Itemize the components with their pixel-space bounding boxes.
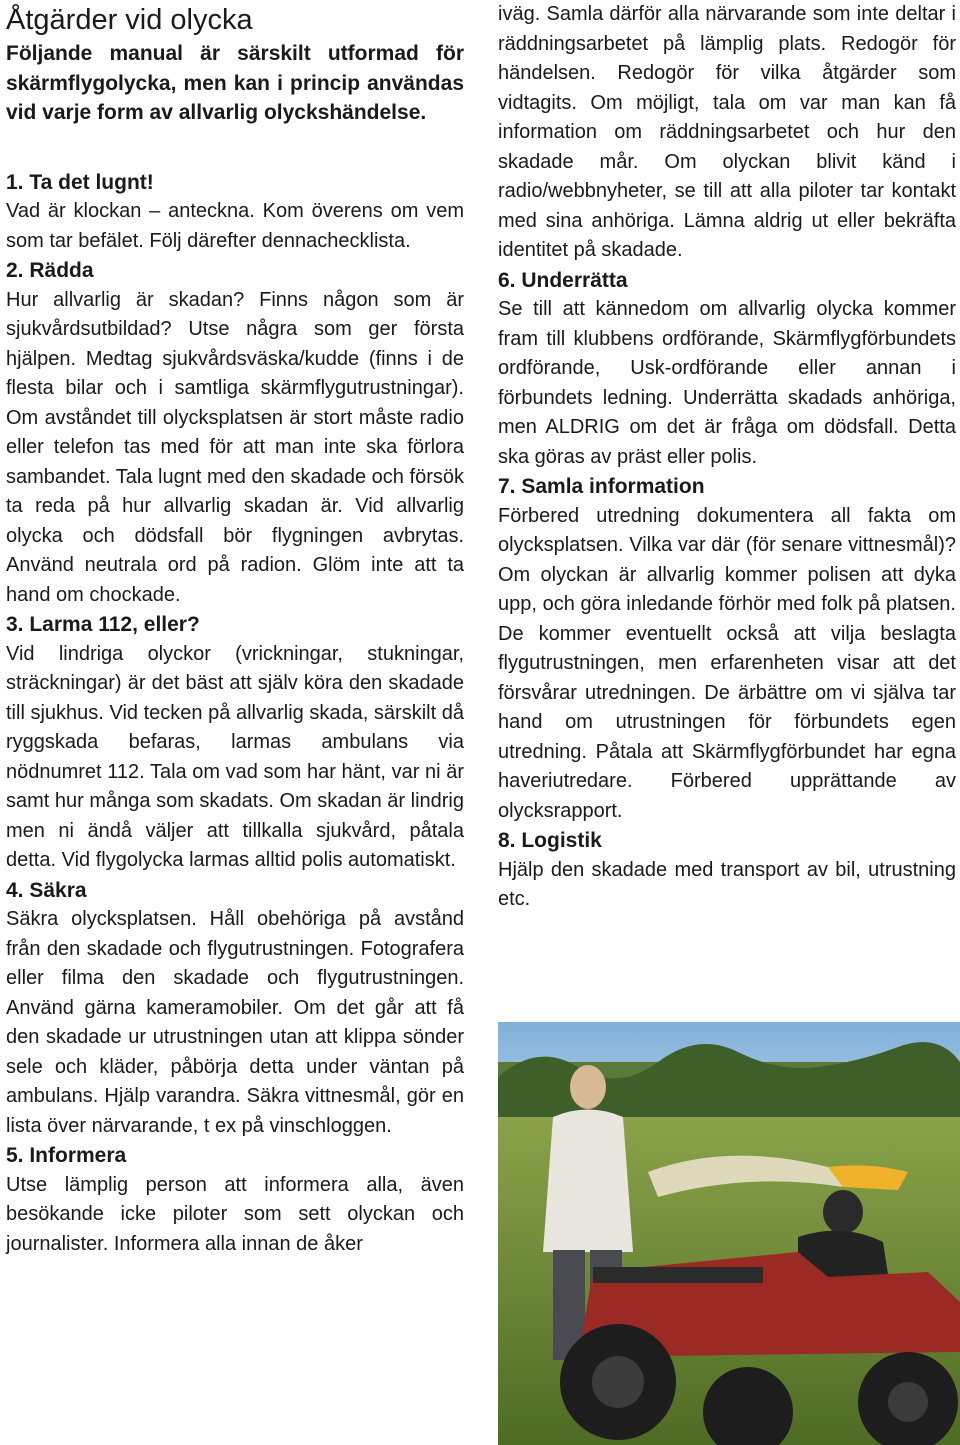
section-text: Hur allvarlig är skadan? Finns någon som är sjukvårdsutbildad? Utse några som ger första hjälpen. Medtag sjukvårdsväska/kudde (finns i de flesta bilar och i samtliga skärmflygutrustningar). Om avståndet till olycksplatsen är stort måste radio eller telefon tas med för att man inte ska förlora sambandet. Tala lugnt med den skadade och försök ta reda på hur allvarlig skadan är. Vid allvarlig olycka och dödsfall bör flygningen avbrytas. Använd neutrala ord på radion. Glöm inte att ta hand om chockade. xyxy=(6,288,464,606)
atv-hub xyxy=(592,1356,644,1408)
section-heading: 2. Rädda xyxy=(6,259,94,282)
rider-head xyxy=(823,1190,863,1234)
section-text: Vad är klockan – anteckna. Kom överens om vem som tar befälet. Följ därefter dennachecklista. xyxy=(6,200,464,252)
person-shirt xyxy=(543,1110,633,1253)
section-heading: 8. Logistik xyxy=(498,829,602,852)
right-column xyxy=(498,0,956,915)
page-title: Åtgärder vid olycka xyxy=(6,4,253,36)
left-column xyxy=(6,0,464,1259)
section-text: Förbered utredning dokumentera all fakta om olycksplatsen. Vilka var där (för senare vittnesmål)? Om olyckan är allvarlig kommer polisen att dyka upp, och göra inledande förhör med folk på platsen. De kommer eventuellt också att vilja beslagta flygutrustningen, men erfarenheten visar att det försvårar utredningen. De ärbättre om vi själva tar hand om utrustningen för förbundets egen utredning. Påtala att Skärmflygförbundet har egna haveriutredare. Förbered upprättande av olycksrapport. xyxy=(498,504,956,822)
section-text: Hjälp den skadade med transport av bil, utrustning etc. xyxy=(498,858,956,910)
continued-text: iväg. Samla därför alla närvarande som inte deltar i räddningsarbetet på lämplig plats. Redogör för händelsen. Redogör för vilka åtgärder som vidtagits. Om möjligt, tala om var man kan få information om räddningsarbetet och hur den skadade mår. Om olyckan blivit känd i radio/webbnyheter, se till att alla piloter tar kontakt med sina anhöriga. Lämna aldrig ut eller bekräfta identitet på skadade. xyxy=(498,3,956,261)
section-heading: 6. Underrätta xyxy=(498,268,628,292)
section-text: Utse lämplig person att informera alla, även besökande icke piloter som sett olyckan och journalister. Informera alla innan de åker xyxy=(6,1173,464,1255)
section-heading: 7. Samla information xyxy=(498,475,705,498)
photo-illustration xyxy=(498,1022,960,1445)
person-head xyxy=(570,1065,606,1109)
section-text: Säkra olycksplatsen. Håll obehöriga på avstånd från den skadade och flygutrustningen. Fotografera eller filma den skadade och flygutrustningen. Använd gärna kameramobiler. Om det går att få den skadade ur utrustningen utan att klippa sönder sele och kläder, påbörja detta under väntan på ambulans. Hjälp varandra. Säkra vittnesmål, gör en lista över närvarande, t ex på vinschloggen. xyxy=(6,908,464,1137)
section-heading: 4. Säkra xyxy=(6,878,87,902)
photo-atv-field xyxy=(498,1022,960,1445)
atv-rack xyxy=(593,1267,763,1283)
section-heading: 3. Larma 112, eller? xyxy=(6,613,200,636)
section-heading: 1. Ta det lugnt! xyxy=(6,170,154,194)
section-text: Se till att kännedom om allvarlig olycka kommer fram till klubbens ordförande, Skärmflygförbundets ordförande, Usk-ordförande eller annan i förbundets ledning. Underrätta skadads anhöriga, men ALDRIG om det är fråga om dödsfall. Detta ska göras av präst eller polis. xyxy=(498,298,956,468)
section-text: Vid lindriga olyckor (vrickningar, stukningar, sträckningar) är det bäst att själv köra den skadade till sjukhus. Vid tecken på allvarlig skada, särskilt då ryggskada befaras, larmas ambulans via nödnumret 112. Tala om vad som har hänt, var ni är samt hur många som skadats. Om skadan är lindrig men ni ändå väljer att tillkalla sjukvård, påtala detta. Vid flygolycka larmas alltid polis automatiskt. xyxy=(6,642,464,871)
section-heading: 5. Informera xyxy=(6,1144,127,1167)
intro-paragraph: Följande manual är särskilt utformad för skärmflygolycka, men kan i princip användas vid varje form av allvarlig olyckshändelse. xyxy=(6,42,464,124)
atv-hub xyxy=(888,1382,928,1422)
